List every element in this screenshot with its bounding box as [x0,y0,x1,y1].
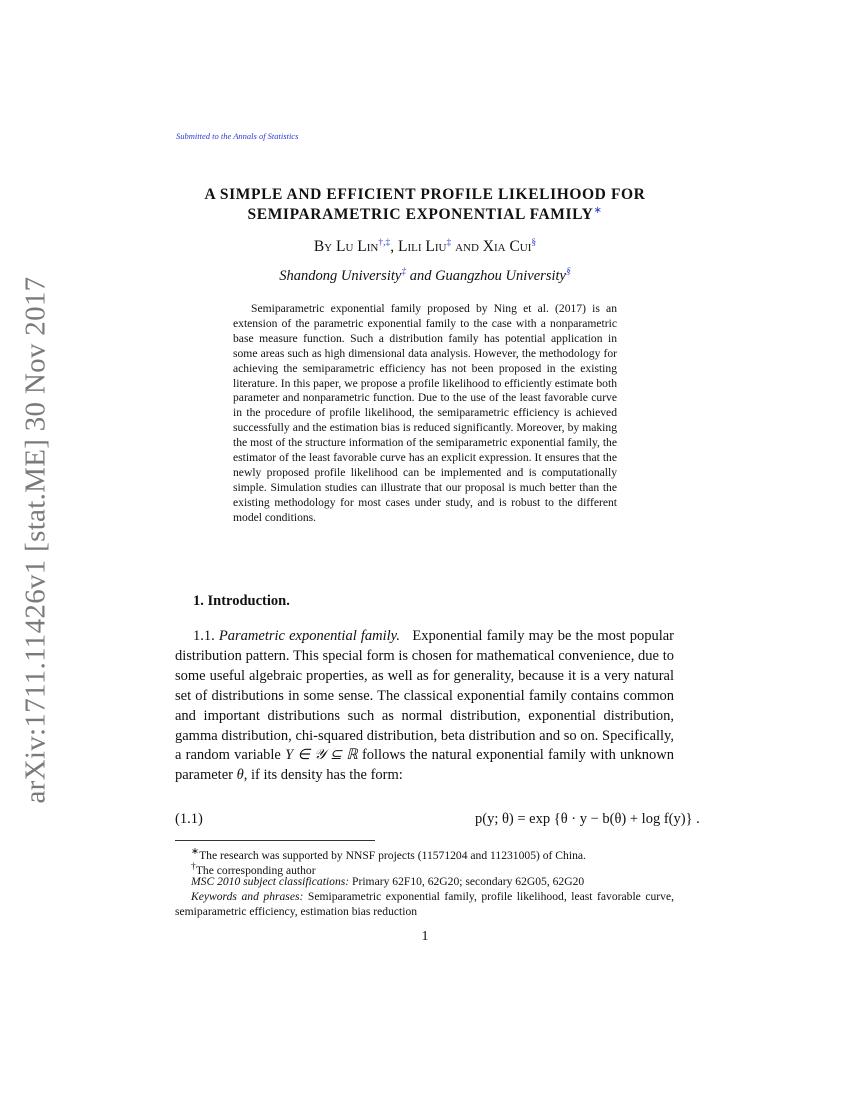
footnote-rule [175,840,375,841]
author-2: Lili Liu [397,238,447,256]
section-heading: 1. Introduction. [193,593,290,609]
title-line-2 [0,205,850,224]
author-3: Xia Cui [482,238,532,256]
arxiv-id: arXiv:1711.11426v1 [stat.ME] 30 Nov 2017 [19,276,52,804]
subsection-number: 1.1. [193,628,215,644]
intro-math-theta: θ [236,767,244,784]
affiliation-1: Shandong University [279,267,402,284]
title-line-2-text: SEMIPARAMETRIC EXPONENTIAL FAMILY [247,206,594,224]
intro-text-3: , if its density has the form: [243,767,403,784]
abstract: Semiparametric exponential family proposed by Ning et al. (2017) is an extension of the parametric exponential family to the case with a nonparametric base measure function. Such a distribution family has potential application in some areas such as high dimensional data analysis. However, the methodology for achieving the semiparametric efficiency has not been proposed in the existing literature. In this paper, we propose a profile likelihood to efficiently estimate both parameter and nonparametric function. Due to the use of the least favorable curve in the procedure of profile likelihood, the semiparametric efficiency is achieved successfully and the estimation bias is reduced significantly. Moreover, by making the most of the structure information of the semiparametric exponential family, the estimator of the least favorable curve has an explicit expression. It ensures that the newly proposed profile likelihood can be implemented and is computationally simple. Simulation studies can illustrate that our proposal is much better than the existing methodology for most cases under study, and is robust to the different model conditions. [233,302,617,524]
intro-text-2: follows the natural exponential family with unknown parameter [175,747,675,784]
title-line-1-text: A SIMPLE AND EFFICIENT PROFILE LIKELIHOOD FOR [204,186,646,203]
footnote-funding-text: The research was supported by NNSF projects (11571204 and 11231005) of China. [199,848,586,862]
footnote-keywords [175,890,674,919]
author-separator: , [390,238,398,256]
msc-label: MSC 2010 subject classifications: [191,875,350,888]
footnote-corresponding-text: The corresponding author [195,863,316,877]
author-and: and [451,238,483,256]
equation-formula: p(y; θ) = exp {θ · y − b(θ) + log f(y)} . [475,811,700,827]
arxiv-sidebar-stamp [6,276,66,804]
footnote-corresponding-mark: † [191,861,196,872]
journal-note[interactable]: Submitted to the Annals of Statistics [176,131,299,141]
author-1-marks[interactable]: †,‡ [378,238,391,248]
affiliation-1-mark: ‡ [401,267,407,277]
author-1: Lu Lin [335,238,379,256]
title-line-1 [0,186,850,204]
keywords-text: Semiparametric exponential family, profile likelihood, least favorable curve, semiparametric efficiency, estimation bias reduction [175,890,674,918]
intro-text-1: Exponential family may be the most popular distribution pattern. This special form is chosen for mathematical convenience, due to some useful algebraic properties, as well as for generality, because it is a very natural set of distributions in some sense. The classical exponential family contains common and important distributions such as normal distribution, exponential distribution, gamma distribution, chi-squared distribution, beta distribution and so on. Specifically, a random variable [175,628,675,764]
footnote-funding-mark: ∗ [191,846,200,857]
equation-1-1 [175,811,700,831]
footnote-msc [175,875,674,890]
affiliation-2-mark: § [565,267,571,277]
author-2-marks[interactable]: ‡ [446,238,452,248]
subsection-title: Parametric exponential family. [218,628,400,644]
title-footnote-mark[interactable]: ∗ [593,205,603,216]
keywords-label: Keywords and phrases: [191,890,304,903]
affiliation-line [0,267,850,285]
affiliation-and: and [406,267,436,284]
page-number: 1 [421,929,429,944]
intro-paragraph [175,627,674,786]
intro-math-variable: Y ∈ 𝒴 ⊆ ℝ [285,747,358,764]
by-label: By [313,238,333,256]
msc-text: Primary 62F10, 62G20; secondary 62G05, 62G20 [349,875,585,888]
equation-number: (1.1) [175,811,203,827]
author-line [0,238,850,256]
author-3-marks[interactable]: § [531,238,537,248]
affiliation-2: Guangzhou University [435,267,566,284]
